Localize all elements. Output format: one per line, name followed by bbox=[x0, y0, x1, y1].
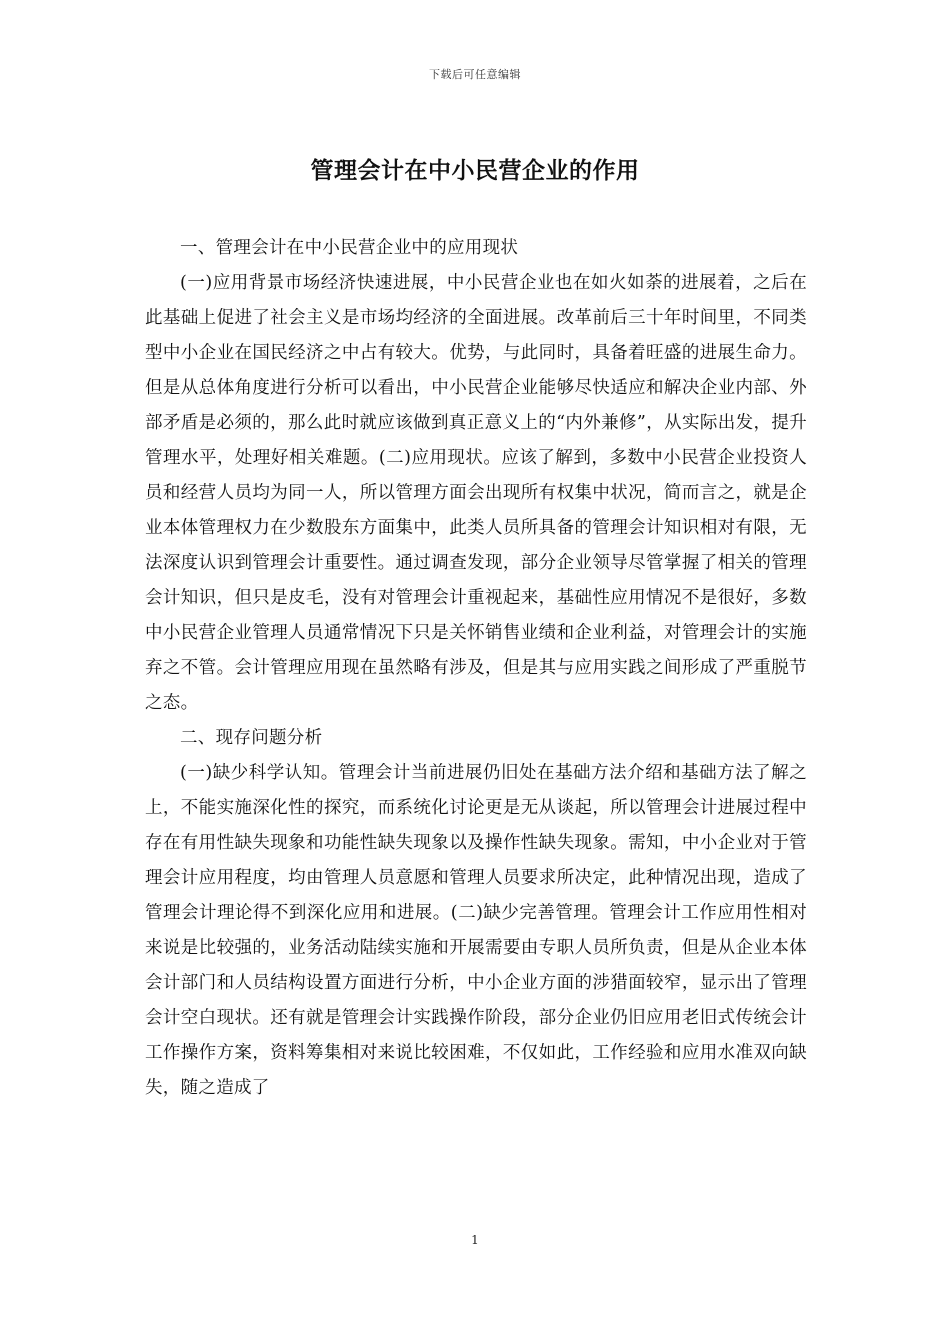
section-heading-1: 一、管理会计在中小民营企业中的应用现状 bbox=[180, 238, 519, 258]
body-paragraph: (一)缺少科学认知。管理会计当前进展仍旧处在基础方法介绍和基础方法了解之上，不能实施深化性的探究，而系统化讨论更是无从谈起，所以管理会计进展过程中存在有用性缺失现象和功能性缺失现象以及操作性缺失现象。需知，中小企业对于管理会计应用程度，均由管理人员意愿和管理人员要求所决定，此种情况出现，造成了管理会计理论得不到深化应用和进展。(二)缺少完善管理。管理会计工作应用性相对来说是比较强的，业务活动陆续实施和开展需要由专职人员所负责，但是从企业本体会计部门和人员结构设置方面进行分析，中小企业方面的涉猎面较窄，显示出了管理会计空白现状。还有就是管理会计实践操作阶段，部分企业仍旧应用老旧式传统会计工作操作方案，资料筹集相对来说比较困难，不仅如此，工作经验和应用水准双向缺失，随之造成了 bbox=[145, 763, 807, 1098]
page-number: 1 bbox=[471, 1233, 479, 1247]
header-note: 下载后可任意编辑 bbox=[429, 68, 521, 81]
body-paragraph: (一)应用背景市场经济快速进展，中小民营企业也在如火如荼的进展着，之后在此基础上促进了社会主义是市场均经济的全面进展。改革前后三十年时间里，不同类型中小企业在国民经济之中占有较大。优势，与此同时，具备着旺盛的进展生命力。但是从总体角度进行分析可以看出，中小民营企业能够尽快适应和解决企业内部、外部矛盾是必须的，那么此时就应该做到真正意义上的“内外兼修”，从实际出发，提升管理水平，处理好相关难题。(二)应用现状。应该了解到，多数中小民营企业投资人员和经营人员均为同一人，所以管理方面会出现所有权集中状况，简而言之，就是企业本体管理权力在少数股东方面集中，此类人员所具备的管理会计知识相对有限，无法深度认识到管理会计重要性。通过调查发现，部分企业领导尽管掌握了相关的管理会计知识，但只是皮毛，没有对管理会计重视起来，基础性应用情况不是很好，多数中小民营企业管理人员通常情况下只是关怀销售业绩和企业利益，对管理会计的实施弃之不管。会计管理应用现在虽然略有涉及，但是其与应用实践之间形成了严重脱节之态。 bbox=[145, 273, 807, 713]
section-heading-2: 二、现存问题分析 bbox=[180, 728, 323, 748]
document-body bbox=[145, 231, 807, 1106]
document-title: 管理会计在中小民营企业的作用 bbox=[310, 158, 640, 184]
